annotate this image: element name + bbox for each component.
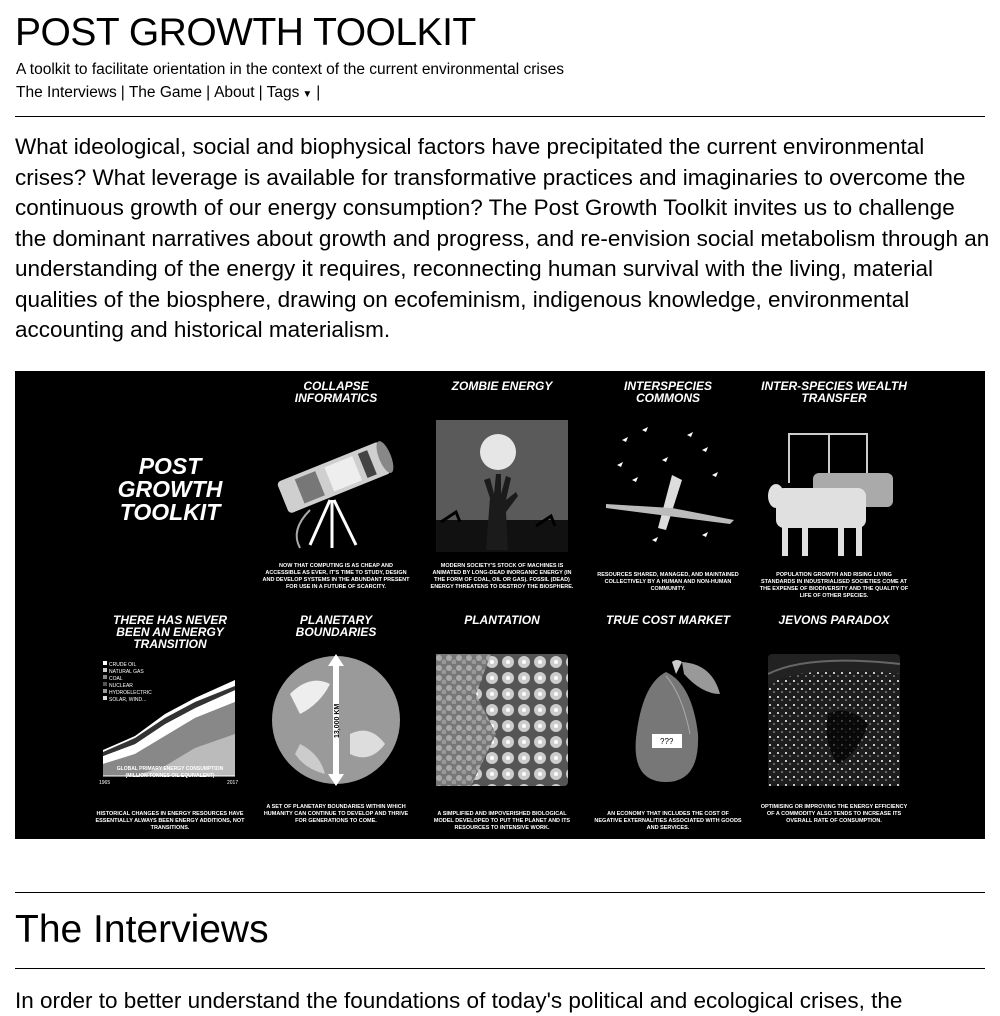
nav-separator: |	[206, 84, 211, 101]
site-title[interactable]: POST GROWTH TOOLKIT	[15, 11, 476, 54]
price-tag: ???	[660, 737, 674, 746]
earth-diameter-label: 13,000 KM	[334, 703, 341, 738]
card-title: INTERSPECIES COMMONS	[623, 379, 713, 405]
intro-paragraph: What ideological, social and biophysical factors have precipitated the current environmental crises? What leverage is available for transformative practices and imaginaries to overcome the continuous growth of our energy consumption? The Post Growth Toolkit invites us to challenge the dominant narratives about growth and progress, and re-envision social metabolism through an understanding of the energy it requires, reconnecting human survival with the living, material qualities of the biosphere, drawing on ecofeminism, indigenous knowledge, environmental accounting and historical materialism.	[15, 134, 990, 342]
section-divider-bottom	[15, 968, 985, 969]
card-caption: NOW THAT COMPUTING IS AS CHEAP AND ACCESSIBLE AS EVER, IT'S TIME TO STUDY, DESIGN AND DEVELOP SYSTEMS IN THE ABUNDANT PRESENT FOR USE IN A FUTURE OF SCARCITY.	[262, 563, 410, 590]
nav-interviews[interactable]: The Interviews	[16, 84, 117, 101]
header-divider	[15, 116, 985, 117]
card-energy-transition	[95, 614, 245, 839]
card-title: PLANTATION	[464, 613, 540, 627]
chart-caption: GLOBAL PRIMARY ENERGY CONSUMPTION (MILLION TONNES OIL EQUIVALENT)	[116, 766, 224, 779]
legend-item: CRUDE OIL	[109, 662, 137, 668]
night-lights-earth-illustration	[768, 654, 900, 786]
card-caption: HISTORICAL CHANGES IN ENERGY RESOURCES HAVE ESSENTIALLY ALWAYS BEEN ENERGY ADDITIONS, NOT TRANSITIONS.	[95, 811, 245, 831]
cattle-illustration	[768, 428, 900, 560]
toolkit-poster-image	[15, 371, 985, 839]
card-caption: MODERN SOCIETY'S STOCK OF MACHINES IS ANIMATED BY LONG-DEAD INORGANIC ENERGY (IN THE FORM OF COAL, OIL OR GAS). FOSSIL (DEAD) ENERGY THREATENS TO DESTROY THE BIOSPHERE.	[430, 563, 574, 590]
interviews-intro: In order to better understand the foundations of today's political and ecological crises, the	[15, 988, 903, 1013]
card-title: TRUE COST MARKET	[606, 613, 730, 627]
telescope-illustration	[270, 420, 402, 552]
year-end: 2017	[227, 780, 239, 786]
avocado-illustration	[602, 654, 734, 786]
poster-title: POST GROWTH TOOLKIT	[117, 453, 223, 525]
plane-and-birds-illustration	[602, 420, 734, 552]
section-divider-top	[15, 892, 985, 893]
card-title: JEVONS PARADOX	[778, 613, 890, 627]
legend-item: NUCLEAR	[109, 683, 133, 689]
card-title: ZOMBIE ENERGY	[451, 379, 553, 393]
nav-separator: |	[120, 84, 125, 101]
nav-separator: |	[258, 84, 263, 101]
interviews-heading: The Interviews	[15, 908, 269, 951]
card-caption: A SET OF PLANETARY BOUNDARIES WITHIN WHICH HUMANITY CAN CONTINUE TO DEVELOP AND THRIVE FOR GENERATIONS TO COME.	[263, 804, 409, 824]
chevron-down-icon: ▼	[302, 89, 313, 100]
card-title: INTER-SPECIES WEALTH TRANSFER	[761, 379, 907, 405]
card-title: COLLAPSE INFORMATICS	[294, 379, 378, 405]
card-caption: AN ECONOMY THAT INCLUDES THE COST OF NEGATIVE EXTERNALITIES ASSOCIATED WITH GOODS AND SERVICES.	[594, 811, 742, 831]
nav-about[interactable]: About	[214, 84, 255, 101]
card-caption: RESOURCES SHARED, MANAGED, AND MAINTAINED COLLECTIVELY BY A HUMAN AND NON-HUMAN COMMUNITY.	[597, 572, 739, 592]
earth-illustration	[270, 654, 402, 786]
card-jevons-paradox	[759, 614, 909, 839]
card-planetary-boundaries	[261, 614, 411, 839]
zombie-hand-illustration	[436, 420, 568, 552]
nav-tags[interactable]	[267, 84, 313, 101]
legend-item: NATURAL GAS	[109, 669, 144, 675]
card-title: THERE HAS NEVER BEEN AN ENERGY TRANSITION	[112, 613, 228, 651]
year-start: 1965	[99, 780, 111, 786]
nav-separator: |	[316, 84, 321, 101]
nav-tags-label: Tags	[266, 84, 300, 101]
legend-item: HYDROELECTRIC	[109, 690, 152, 696]
plantation-aerial-illustration	[436, 654, 568, 786]
card-caption: A SIMPLIFIED AND IMPOVERISHED BIOLOGICAL MODEL DEVELOPED TO PUT THE PLANET AND ITS RESOURCES TO INTENSIVE WORK.	[433, 811, 571, 831]
card-inter-species-wealth-transfer	[759, 380, 909, 605]
site-subtitle: A toolkit to facilitate orientation in the context of the current environmental crises	[16, 61, 564, 78]
card-true-cost-market	[593, 614, 743, 839]
site-header	[15, 10, 985, 105]
card-title: PLANETARY BOUNDARIES	[295, 613, 377, 639]
nav-game[interactable]: The Game	[128, 84, 203, 101]
card-plantation	[427, 614, 577, 839]
legend-item: COAL	[109, 676, 123, 682]
card-caption: OPTIMISING OR IMPROVING THE ENERGY EFFICIENCY OF A COMMODITY ALSO TENDS TO INCREASE ITS OVERALL RATE OF CONSUMPTION.	[760, 804, 908, 824]
card-interspecies-commons	[593, 380, 743, 605]
main-nav	[16, 83, 985, 105]
card-caption: POPULATION GROWTH AND RISING LIVING STANDARDS IN INDUSTRIALISED SOCIETIES COME AT THE EXPENSE OF BIODIVERSITY AND THE QUALITY OF LIFE OF OTHER SPECIES.	[759, 572, 909, 599]
card-zombie-energy	[427, 380, 577, 605]
legend-item: SOLAR, WIND...	[109, 697, 147, 703]
card-collapse-informatics	[261, 380, 411, 605]
